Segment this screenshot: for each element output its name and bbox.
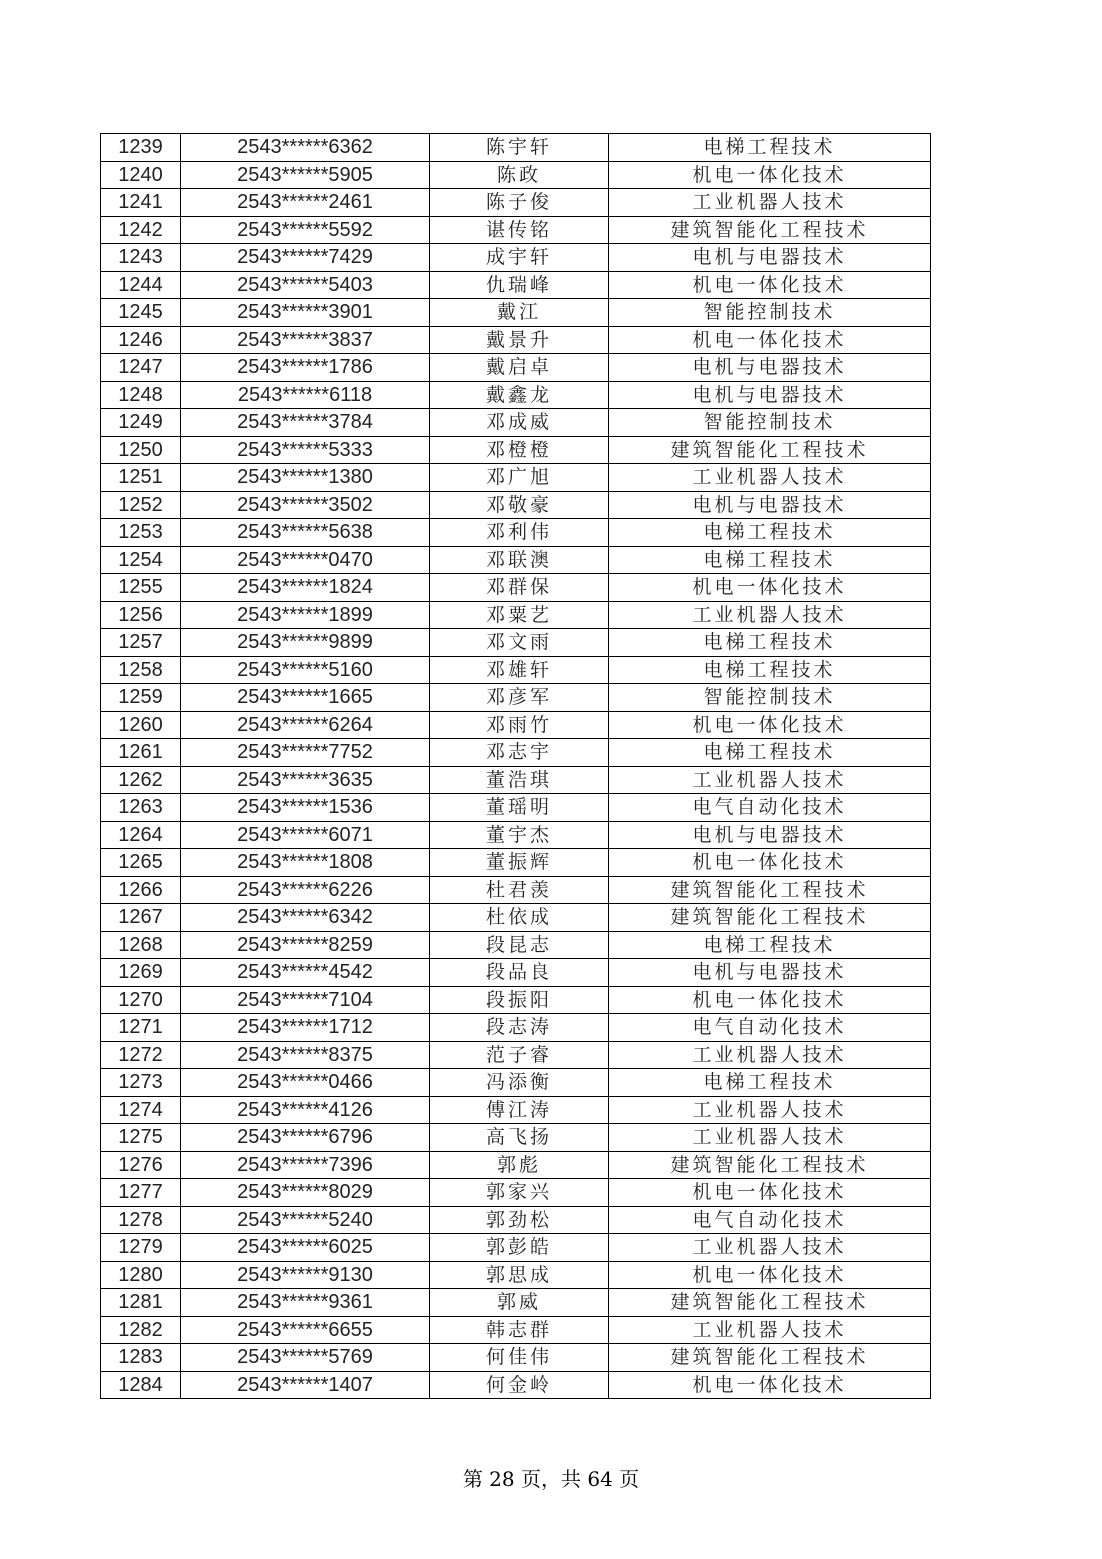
major-cell: 智能控制技术 xyxy=(609,684,931,712)
row-number-cell: 1251 xyxy=(101,464,181,492)
student-id-cell: 2543******3635 xyxy=(181,766,430,794)
major-cell: 工业机器人技术 xyxy=(609,1234,931,1262)
row-number-cell: 1277 xyxy=(101,1179,181,1207)
major-cell: 建筑智能化工程技术 xyxy=(609,216,931,244)
student-id-cell: 2543******8375 xyxy=(181,1041,430,1069)
table-row xyxy=(101,436,931,464)
major-cell: 机电一体化技术 xyxy=(609,1371,931,1399)
major-cell: 工业机器人技术 xyxy=(609,601,931,629)
student-name-cell: 邓橙橙 xyxy=(430,436,609,464)
table-row xyxy=(101,1179,931,1207)
table-row xyxy=(101,601,931,629)
student-name-cell: 傅江涛 xyxy=(430,1096,609,1124)
student-id-cell: 2543******3901 xyxy=(181,299,430,327)
table-row xyxy=(101,904,931,932)
table-row xyxy=(101,656,931,684)
student-name-cell: 郭劲松 xyxy=(430,1206,609,1234)
student-id-cell: 2543******6362 xyxy=(181,134,430,162)
student-name-cell: 邓利伟 xyxy=(430,519,609,547)
table-row xyxy=(101,189,931,217)
major-cell: 电机与电器技术 xyxy=(609,491,931,519)
row-number-cell: 1279 xyxy=(101,1234,181,1262)
row-number-cell: 1260 xyxy=(101,711,181,739)
table-row xyxy=(101,1124,931,1152)
major-cell: 电气自动化技术 xyxy=(609,794,931,822)
major-cell: 工业机器人技术 xyxy=(609,464,931,492)
major-cell: 电机与电器技术 xyxy=(609,959,931,987)
student-id-cell: 2543******6342 xyxy=(181,904,430,932)
row-number-cell: 1258 xyxy=(101,656,181,684)
student-id-cell: 2543******1665 xyxy=(181,684,430,712)
student-name-cell: 冯添衡 xyxy=(430,1069,609,1097)
table-row xyxy=(101,546,931,574)
table-row xyxy=(101,794,931,822)
student-name-cell: 董宇杰 xyxy=(430,821,609,849)
student-name-cell: 陈子俊 xyxy=(430,189,609,217)
table-row xyxy=(101,271,931,299)
table-row xyxy=(101,464,931,492)
table-row xyxy=(101,1371,931,1399)
student-id-cell: 2543******5240 xyxy=(181,1206,430,1234)
table-row xyxy=(101,1261,931,1289)
student-id-cell: 2543******9130 xyxy=(181,1261,430,1289)
table-row xyxy=(101,326,931,354)
student-name-cell: 邓雄轩 xyxy=(430,656,609,684)
major-cell: 智能控制技术 xyxy=(609,409,931,437)
student-id-cell: 2543******1899 xyxy=(181,601,430,629)
row-number-cell: 1257 xyxy=(101,629,181,657)
table-row xyxy=(101,409,931,437)
major-cell: 电梯工程技术 xyxy=(609,931,931,959)
row-number-cell: 1274 xyxy=(101,1096,181,1124)
row-number-cell: 1248 xyxy=(101,381,181,409)
student-name-cell: 邓成威 xyxy=(430,409,609,437)
student-name-cell: 陈政 xyxy=(430,161,609,189)
student-name-cell: 韩志群 xyxy=(430,1316,609,1344)
major-cell: 机电一体化技术 xyxy=(609,574,931,602)
row-number-cell: 1276 xyxy=(101,1151,181,1179)
student-id-cell: 2543******5905 xyxy=(181,161,430,189)
row-number-cell: 1266 xyxy=(101,876,181,904)
student-name-cell: 董浩琪 xyxy=(430,766,609,794)
major-cell: 机电一体化技术 xyxy=(609,161,931,189)
student-id-cell: 2543******1380 xyxy=(181,464,430,492)
row-number-cell: 1269 xyxy=(101,959,181,987)
major-cell: 电机与电器技术 xyxy=(609,821,931,849)
row-number-cell: 1280 xyxy=(101,1261,181,1289)
major-cell: 机电一体化技术 xyxy=(609,849,931,877)
student-id-cell: 2543******7752 xyxy=(181,739,430,767)
table-row xyxy=(101,1234,931,1262)
major-cell: 电机与电器技术 xyxy=(609,244,931,272)
table-row xyxy=(101,1096,931,1124)
student-name-cell: 何佳伟 xyxy=(430,1344,609,1372)
major-cell: 工业机器人技术 xyxy=(609,189,931,217)
major-cell: 建筑智能化工程技术 xyxy=(609,904,931,932)
student-id-cell: 2543******0466 xyxy=(181,1069,430,1097)
major-cell: 工业机器人技术 xyxy=(609,1041,931,1069)
student-id-cell: 2543******6226 xyxy=(181,876,430,904)
student-name-cell: 段昆志 xyxy=(430,931,609,959)
student-name-cell: 邓联澳 xyxy=(430,546,609,574)
student-name-cell: 段品良 xyxy=(430,959,609,987)
table-row xyxy=(101,739,931,767)
major-cell: 电梯工程技术 xyxy=(609,656,931,684)
major-cell: 电机与电器技术 xyxy=(609,354,931,382)
major-cell: 建筑智能化工程技术 xyxy=(609,1344,931,1372)
page-footer: 第 28 页，共 64 页 xyxy=(462,1467,640,1491)
student-id-cell: 2543******7429 xyxy=(181,244,430,272)
student-name-cell: 范子睿 xyxy=(430,1041,609,1069)
student-id-cell: 2543******6118 xyxy=(181,381,430,409)
table-row xyxy=(101,134,931,162)
student-id-cell: 2543******7396 xyxy=(181,1151,430,1179)
student-name-cell: 郭思成 xyxy=(430,1261,609,1289)
table-row xyxy=(101,849,931,877)
row-number-cell: 1255 xyxy=(101,574,181,602)
major-cell: 机电一体化技术 xyxy=(609,986,931,1014)
table-row xyxy=(101,1344,931,1372)
student-id-cell: 2543******5638 xyxy=(181,519,430,547)
major-cell: 电梯工程技术 xyxy=(609,134,931,162)
row-number-cell: 1263 xyxy=(101,794,181,822)
table-row xyxy=(101,161,931,189)
student-name-cell: 戴江 xyxy=(430,299,609,327)
table-row xyxy=(101,299,931,327)
table-row xyxy=(101,959,931,987)
student-id-cell: 2543******9361 xyxy=(181,1289,430,1317)
major-cell: 工业机器人技术 xyxy=(609,1096,931,1124)
row-number-cell: 1254 xyxy=(101,546,181,574)
major-cell: 工业机器人技术 xyxy=(609,1316,931,1344)
student-name-cell: 陈宇轩 xyxy=(430,134,609,162)
table-row xyxy=(101,491,931,519)
table-row xyxy=(101,684,931,712)
student-name-cell: 仇瑞峰 xyxy=(430,271,609,299)
table-row xyxy=(101,216,931,244)
table-row xyxy=(101,931,931,959)
row-number-cell: 1264 xyxy=(101,821,181,849)
row-number-cell: 1270 xyxy=(101,986,181,1014)
major-cell: 机电一体化技术 xyxy=(609,711,931,739)
major-cell: 建筑智能化工程技术 xyxy=(609,436,931,464)
row-number-cell: 1283 xyxy=(101,1344,181,1372)
major-cell: 工业机器人技术 xyxy=(609,1124,931,1152)
student-name-cell: 段振阳 xyxy=(430,986,609,1014)
student-id-cell: 2543******7104 xyxy=(181,986,430,1014)
roster-table-body xyxy=(101,134,931,1399)
student-id-cell: 2543******2461 xyxy=(181,189,430,217)
student-name-cell: 邓志宇 xyxy=(430,739,609,767)
row-number-cell: 1250 xyxy=(101,436,181,464)
table-row xyxy=(101,1014,931,1042)
row-number-cell: 1253 xyxy=(101,519,181,547)
student-id-cell: 2543******6796 xyxy=(181,1124,430,1152)
row-number-cell: 1239 xyxy=(101,134,181,162)
student-id-cell: 2543******5160 xyxy=(181,656,430,684)
student-name-cell: 董振辉 xyxy=(430,849,609,877)
student-id-cell: 2543******6071 xyxy=(181,821,430,849)
table-row xyxy=(101,1206,931,1234)
row-number-cell: 1242 xyxy=(101,216,181,244)
row-number-cell: 1243 xyxy=(101,244,181,272)
student-id-cell: 2543******8259 xyxy=(181,931,430,959)
student-id-cell: 2543******8029 xyxy=(181,1179,430,1207)
row-number-cell: 1267 xyxy=(101,904,181,932)
student-id-cell: 2543******3837 xyxy=(181,326,430,354)
row-number-cell: 1247 xyxy=(101,354,181,382)
row-number-cell: 1240 xyxy=(101,161,181,189)
student-id-cell: 2543******1407 xyxy=(181,1371,430,1399)
row-number-cell: 1256 xyxy=(101,601,181,629)
row-number-cell: 1281 xyxy=(101,1289,181,1317)
student-id-cell: 2543******1786 xyxy=(181,354,430,382)
student-name-cell: 何金岭 xyxy=(430,1371,609,1399)
major-cell: 建筑智能化工程技术 xyxy=(609,1151,931,1179)
table-row xyxy=(101,1151,931,1179)
row-number-cell: 1244 xyxy=(101,271,181,299)
row-number-cell: 1261 xyxy=(101,739,181,767)
major-cell: 建筑智能化工程技术 xyxy=(609,1289,931,1317)
student-name-cell: 郭彪 xyxy=(430,1151,609,1179)
row-number-cell: 1275 xyxy=(101,1124,181,1152)
student-name-cell: 高飞扬 xyxy=(430,1124,609,1152)
student-id-cell: 2543******0470 xyxy=(181,546,430,574)
student-id-cell: 2543******5769 xyxy=(181,1344,430,1372)
student-name-cell: 郭威 xyxy=(430,1289,609,1317)
row-number-cell: 1271 xyxy=(101,1014,181,1042)
major-cell: 建筑智能化工程技术 xyxy=(609,876,931,904)
row-number-cell: 1241 xyxy=(101,189,181,217)
major-cell: 机电一体化技术 xyxy=(609,1261,931,1289)
major-cell: 电梯工程技术 xyxy=(609,739,931,767)
row-number-cell: 1268 xyxy=(101,931,181,959)
student-id-cell: 2543******1536 xyxy=(181,794,430,822)
student-id-cell: 2543******6264 xyxy=(181,711,430,739)
student-id-cell: 2543******1824 xyxy=(181,574,430,602)
student-id-cell: 2543******5333 xyxy=(181,436,430,464)
table-row xyxy=(101,711,931,739)
student-id-cell: 2543******3502 xyxy=(181,491,430,519)
student-name-cell: 董瑶明 xyxy=(430,794,609,822)
student-id-cell: 2543******9899 xyxy=(181,629,430,657)
table-row xyxy=(101,876,931,904)
roster-table xyxy=(100,133,931,1399)
major-cell: 机电一体化技术 xyxy=(609,271,931,299)
row-number-cell: 1245 xyxy=(101,299,181,327)
major-cell: 电梯工程技术 xyxy=(609,546,931,574)
student-name-cell: 戴鑫龙 xyxy=(430,381,609,409)
major-cell: 工业机器人技术 xyxy=(609,766,931,794)
major-cell: 电梯工程技术 xyxy=(609,519,931,547)
table-row xyxy=(101,381,931,409)
table-row xyxy=(101,766,931,794)
table-row xyxy=(101,1069,931,1097)
major-cell: 电梯工程技术 xyxy=(609,629,931,657)
student-name-cell: 谌传铭 xyxy=(430,216,609,244)
major-cell: 机电一体化技术 xyxy=(609,326,931,354)
row-number-cell: 1265 xyxy=(101,849,181,877)
student-name-cell: 成宇轩 xyxy=(430,244,609,272)
student-name-cell: 杜君羡 xyxy=(430,876,609,904)
student-id-cell: 2543******4542 xyxy=(181,959,430,987)
student-name-cell: 邓粟艺 xyxy=(430,601,609,629)
student-id-cell: 2543******5592 xyxy=(181,216,430,244)
row-number-cell: 1259 xyxy=(101,684,181,712)
row-number-cell: 1262 xyxy=(101,766,181,794)
major-cell: 电梯工程技术 xyxy=(609,1069,931,1097)
student-name-cell: 杜依成 xyxy=(430,904,609,932)
major-cell: 电机与电器技术 xyxy=(609,381,931,409)
student-name-cell: 邓群保 xyxy=(430,574,609,602)
student-name-cell: 邓广旭 xyxy=(430,464,609,492)
student-name-cell: 邓彦军 xyxy=(430,684,609,712)
row-number-cell: 1272 xyxy=(101,1041,181,1069)
table-row xyxy=(101,1289,931,1317)
row-number-cell: 1252 xyxy=(101,491,181,519)
row-number-cell: 1246 xyxy=(101,326,181,354)
table-row xyxy=(101,821,931,849)
table-row xyxy=(101,1316,931,1344)
student-name-cell: 郭家兴 xyxy=(430,1179,609,1207)
student-name-cell: 郭彭皓 xyxy=(430,1234,609,1262)
student-id-cell: 2543******5403 xyxy=(181,271,430,299)
student-name-cell: 邓文雨 xyxy=(430,629,609,657)
student-name-cell: 邓雨竹 xyxy=(430,711,609,739)
row-number-cell: 1284 xyxy=(101,1371,181,1399)
table-row xyxy=(101,354,931,382)
student-name-cell: 戴景升 xyxy=(430,326,609,354)
table-row xyxy=(101,986,931,1014)
table-row xyxy=(101,574,931,602)
student-name-cell: 邓敬豪 xyxy=(430,491,609,519)
major-cell: 电气自动化技术 xyxy=(609,1014,931,1042)
major-cell: 机电一体化技术 xyxy=(609,1179,931,1207)
student-name-cell: 戴启卓 xyxy=(430,354,609,382)
table-row xyxy=(101,1041,931,1069)
student-id-cell: 2543******3784 xyxy=(181,409,430,437)
student-id-cell: 2543******1712 xyxy=(181,1014,430,1042)
row-number-cell: 1249 xyxy=(101,409,181,437)
student-name-cell: 段志涛 xyxy=(430,1014,609,1042)
student-id-cell: 2543******6655 xyxy=(181,1316,430,1344)
row-number-cell: 1282 xyxy=(101,1316,181,1344)
student-id-cell: 2543******1808 xyxy=(181,849,430,877)
major-cell: 智能控制技术 xyxy=(609,299,931,327)
student-id-cell: 2543******6025 xyxy=(181,1234,430,1262)
row-number-cell: 1273 xyxy=(101,1069,181,1097)
table-row xyxy=(101,629,931,657)
major-cell: 电气自动化技术 xyxy=(609,1206,931,1234)
table-row xyxy=(101,519,931,547)
row-number-cell: 1278 xyxy=(101,1206,181,1234)
table-row xyxy=(101,244,931,272)
student-id-cell: 2543******4126 xyxy=(181,1096,430,1124)
